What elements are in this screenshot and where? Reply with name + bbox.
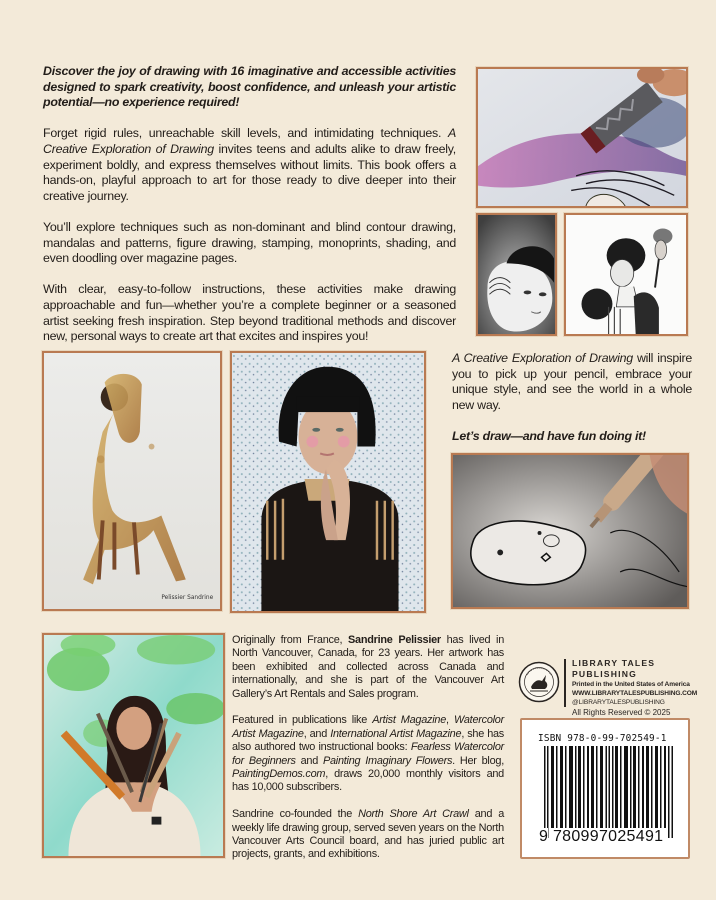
image-pen-doodle — [451, 453, 689, 609]
book-title-reference: A Creative Exploration of Drawing — [452, 351, 633, 365]
pen-doodle-illustration — [453, 455, 687, 607]
image-ink-figure — [564, 213, 688, 336]
lead-paragraph: Discover the joy of drawing with 16 imaginative and accessible activities designed to spark creativity, boost confidence, and unleash your artistic potential—no experience required! — [43, 64, 456, 110]
collage-portrait-illustration — [232, 353, 424, 611]
intro-paragraph-1: Forget rigid rules, unreachable skill levels, and intimidating techniques. A Creative Exploration of Drawing invites teens and adults alike to draw freely, experiment boldly, and express themselves without limits. This book offers a hands-on, playful approach to art for those ready to dive deeper into their creative journey. — [43, 126, 456, 203]
intro-paragraph-2: You’ll explore techniques such as non-dominant and blind contour drawing, mandalas and patterns, figure drawing, stamping, monoprints, shading, and even doodling over magazine pages. — [43, 219, 456, 266]
isbn-barcode — [520, 718, 690, 859]
publisher-name: LIBRARY TALES PUBLISHING — [572, 658, 656, 679]
figure-watercolor-illustration — [44, 353, 220, 609]
ean-digits: 9 780997025491 — [539, 828, 664, 845]
image-pastel-drawing — [476, 67, 688, 208]
publisher-block — [516, 657, 701, 717]
side-text — [452, 351, 692, 445]
bio-paragraph-2: Featured in publications like Artist Magazine, Watercolor Artist Magazine, and International Artist Magazine, she has also authored two instructional books: Fearless Watercolor for Beginners and Painting Imaginary Flowers. Her blog, PaintingDemos.com, draws 20,000 monthly visitors and has 10,000 subscribers. — [232, 714, 505, 794]
ink-figure-illustration — [566, 215, 686, 334]
book-title-reference: A Creative Exploration of Drawing — [43, 126, 456, 156]
image-author-photo — [42, 633, 225, 858]
publisher-website: WWW.LIBRARYTALESPUBLISHING.COM — [572, 690, 698, 697]
intro-paragraph-3: With clear, easy-to-follow instructions, these activities make drawing approachable and fun—whether you’re a complete beginner or a seasoned artist seeking fresh inspiration. Step beyond traditional methods and discover new, personal ways to create art that excites and inspires you! — [43, 282, 456, 344]
pencil-portrait-illustration — [478, 215, 555, 334]
barcode-bars — [544, 746, 674, 838]
bio-paragraph-1: Originally from France, Sandrine Pelissier has lived in North Vancouver, Canada, for 23 years. Her artwork has been exhibited and collected across Canada and internationally, and she is part of the Vancouver Art Gallery’s Art Rentals and Sales program. — [232, 634, 505, 700]
divider — [564, 659, 566, 707]
publisher-info — [572, 658, 701, 718]
author-bio — [232, 634, 504, 862]
side-paragraph: A Creative Exploration of Drawing will inspire you to pick up your pencil, embrace your unique style, and see the world in a whole new way. — [452, 351, 693, 412]
pastel-drawing-illustration — [478, 69, 686, 206]
publisher-handle: @LIBRARYTALESPUBLISHING — [572, 699, 665, 706]
author-photo-illustration — [44, 635, 223, 856]
isbn-label: ISBN 978-0-99-702549-1 — [538, 733, 667, 744]
author-name: Sandrine Pelissier — [348, 634, 441, 646]
blog-name: PaintingDemos.com — [232, 768, 326, 781]
svg-text:Pelissier Sandrine: Pelissier Sandrine — [161, 595, 214, 602]
copyright: All Rights Reserved © 2025 — [572, 708, 671, 717]
bio-paragraph-3: Sandrine co-founded the North Shore Art Crawl and a weekly life drawing group, served seven years on the North Vancouver Arts Council board, and has juried public art projects, grants, and exhibitions. — [232, 808, 505, 861]
intro-text — [43, 64, 456, 345]
pegasus-seal-icon — [518, 661, 560, 703]
image-pencil-portrait — [476, 213, 557, 336]
tagline: Let’s draw—and have fun doing it! — [452, 428, 646, 443]
printed-in: Printed in the United States of America — [572, 681, 690, 688]
image-collage-portrait — [230, 351, 426, 613]
image-figure-watercolor — [42, 351, 222, 611]
